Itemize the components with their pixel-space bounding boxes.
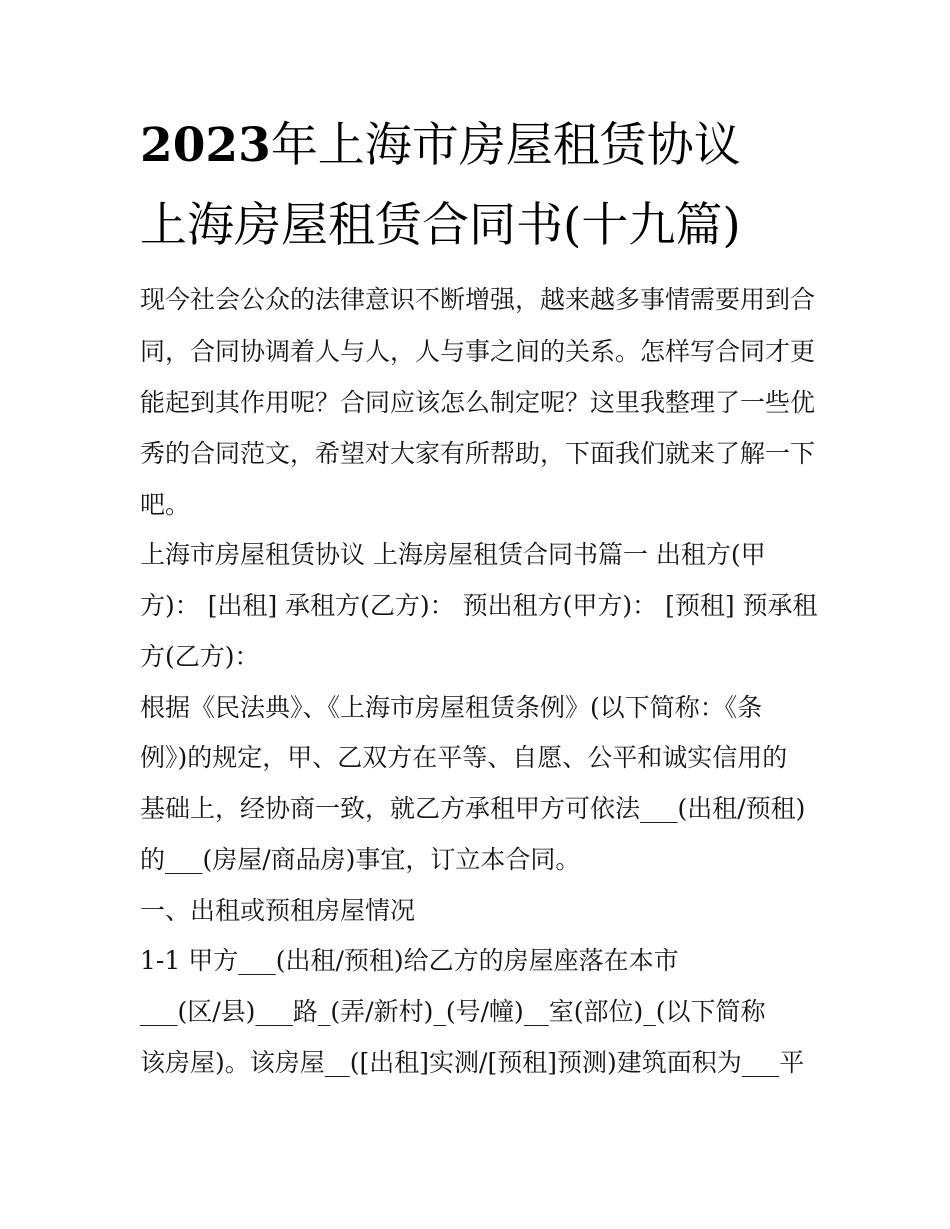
body-line-11: 基础上，经协商一致，就乙方承租甲方可依法___(出租/预租) bbox=[140, 794, 806, 823]
body-line-12: 的___(房屋/商品房)事宜，订立本合同。 bbox=[140, 845, 581, 874]
document-title-line-2: 上海房屋租赁合同书(十九篇) bbox=[140, 198, 741, 253]
body-line-8: 方(乙方)： bbox=[140, 642, 260, 671]
section-heading-1: 一、出租或预租房屋情况 bbox=[140, 896, 416, 925]
body-line-9: 根据《民法典》、《上海市房屋租赁条例》(以下简称：《条 bbox=[140, 693, 763, 722]
document-title-line-1 bbox=[140, 118, 741, 174]
body-line-1: 现今社会公众的法律意识不断增强，越来越多事情需要用到合 bbox=[140, 285, 816, 314]
body-line-6: 上海市房屋租赁协议 上海房屋租赁合同书篇一 出租方(甲 bbox=[140, 540, 766, 569]
body-line-15: ___(区/县)___路_(弄/新村)_(号/幢)__室(部位)_(以下简称 bbox=[140, 997, 766, 1026]
body-line-3: 能起到其作用呢？合同应该怎么制定呢？这里我整理了一些优 bbox=[140, 388, 816, 417]
title-line-1-text: 年上海市房屋租赁协议 bbox=[270, 118, 741, 173]
body-line-7: 方)： [出租] 承租方(乙方)： 预出租方(甲方)： [预租] 预承租 bbox=[140, 591, 818, 620]
body-line-10: 例》)的规定，甲、乙双方在平等、自愿、公平和诚实信用的 bbox=[140, 743, 788, 772]
body-line-14: 1-1 甲方___(出租/预租)给乙方的房屋座落在本市 bbox=[140, 946, 679, 975]
body-line-16: 该房屋)。该房屋__([出租]实测/[预租]预测)建筑面积为___平 bbox=[140, 1048, 805, 1077]
body-line-5: 吧。 bbox=[140, 490, 191, 519]
body-line-2: 同，合同协调着人与人，人与事之间的关系。怎样写合同才更 bbox=[140, 337, 816, 366]
body-line-4: 秀的合同范文，希望对大家有所帮助，下面我们就来了解一下 bbox=[140, 439, 816, 468]
title-year: 2023 bbox=[140, 118, 271, 173]
